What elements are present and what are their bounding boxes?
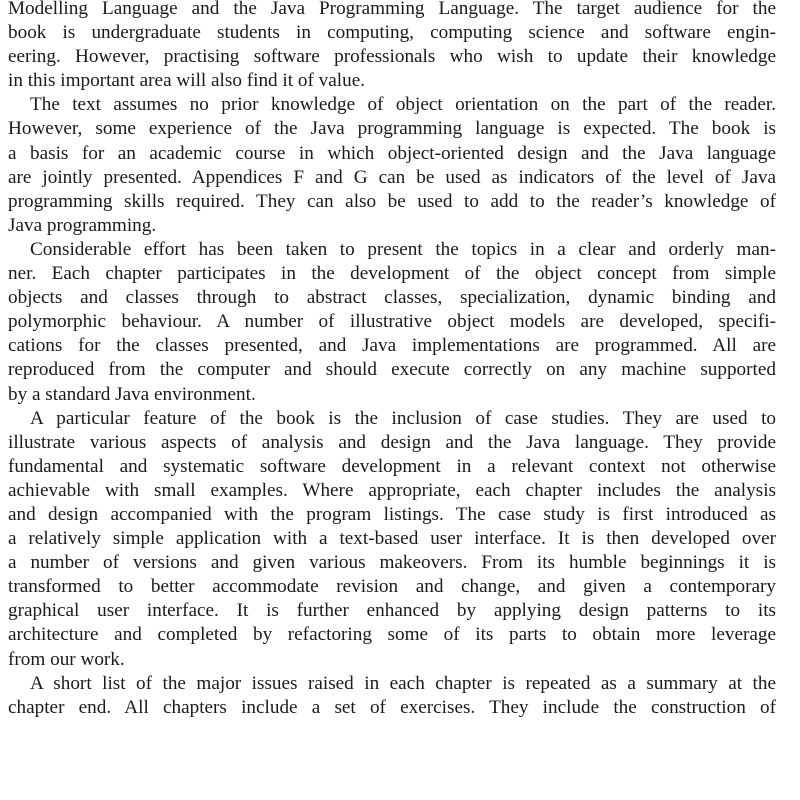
text-line: a basis for an academic course in which object-oriented design and the Java language [8,142,776,164]
text-line: architecture and completed by refactoring some of its parts to obtain more leverage [8,624,776,646]
text-line: book is undergraduate students in computing, computing science and software engin- [8,22,776,44]
text-line: in this important area will also find it of value. [8,70,366,92]
text-line: programming skills required. They can also be used to add to the reader’s knowledge of [8,190,776,212]
text-line: transformed to better accommodate revision and change, and given a contemporary [8,576,776,598]
text-line: cations for the classes presented, and Java implementations are programmed. All are [8,335,776,357]
text-line: from our work. [8,648,125,670]
text-line: graphical user interface. It is further enhanced by applying design patterns to its [8,600,776,622]
text-line: A particular feature of the book is the inclusion of case studies. They are used to [30,407,776,429]
text-line: a number of versions and given various makeovers. From its humble beginnings it is [8,552,776,574]
text-line: and design accompanied with the program listings. The case study is first introduced as [8,503,776,525]
paragraph [8,93,776,238]
text-line: objects and classes through to abstract classes, specialization, dynamic binding and [8,287,776,309]
text-line: achievable with small examples. Where appropriate, each chapter includes the analysis [8,479,776,501]
body-text [8,0,776,720]
text-line: polymorphic behaviour. A number of illustrative object models are developed, specifi- [8,311,776,333]
text-line: by a standard Java environment. [8,383,256,405]
paragraph [8,407,776,672]
text-line: are jointly presented. Appendices F and G can be used as indicators of the level of Java [8,166,776,188]
text-line: fundamental and systematic software development in a relevant context not otherwise [8,455,776,477]
text-line: illustrate various aspects of analysis and design and the Java language. They provide [8,431,776,453]
text-line: However, some experience of the Java programming language is expected. The book is [8,118,776,140]
paragraph [8,672,776,720]
text-line: ner. Each chapter participates in the development of the object concept from simple [8,263,776,285]
text-line: eering. However, practising software professionals who wish to update their knowledge [8,46,776,68]
text-line: A short list of the major issues raised in each chapter is repeated as a summary at the [30,672,776,694]
text-line: Java programming. [8,214,157,236]
text-line: Considerable effort has been taken to present the topics in a clear and orderly man- [30,238,776,260]
paragraph [8,0,776,93]
paragraph [8,238,776,407]
text-line: The text assumes no prior knowledge of object orientation on the part of the reader. [30,94,776,116]
text-line: reproduced from the computer and should execute correctly on any machine supported [8,359,776,381]
text-line: chapter end. All chapters include a set of exercises. They include the construction of [8,696,776,718]
text-line: a relatively simple application with a text-based user interface. It is then developed over [8,528,776,550]
text-line: Modelling Language and the Java Programming Language. The target audience for the [8,0,776,19]
